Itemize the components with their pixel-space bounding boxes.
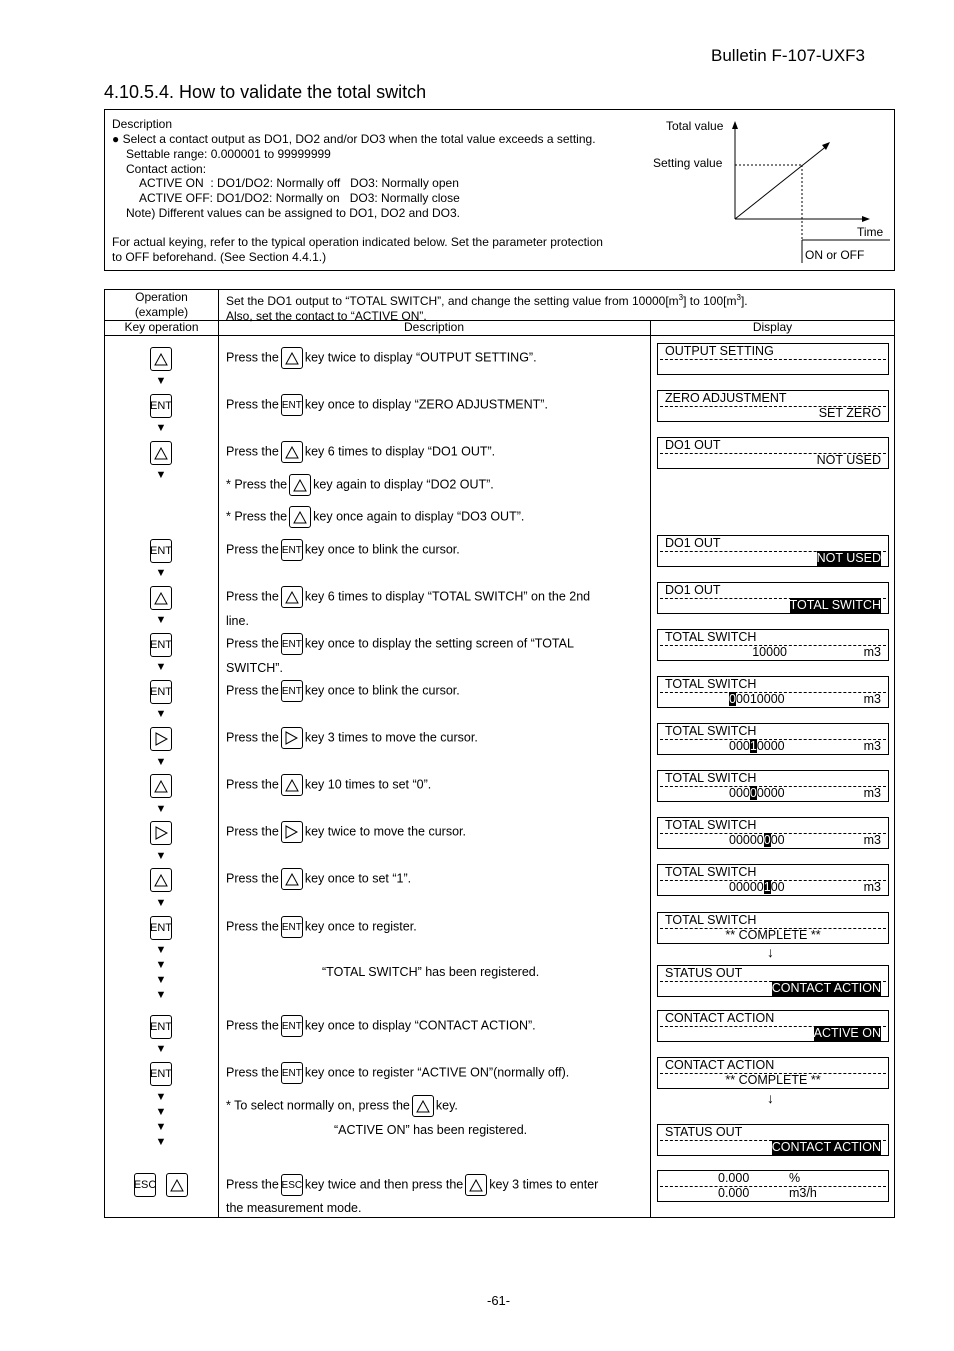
down-arrow-icon: ▼ (155, 959, 167, 971)
lcd-display: TOTAL SWITCH 00000000 m3 (657, 770, 889, 802)
operation-text: Set the DO1 output to “TOTAL SWITCH”, and change the setting value from $10000[m^3]$ to $100[m^3]$. Also, set the contact to “ACTIVE ON”. (226, 293, 748, 323)
down-arrow-icon: ▼ (155, 567, 167, 579)
lcd-display: TOTAL SWITCH 00010000 m3 (657, 723, 889, 755)
step-description: * To select normally on, press the key. (226, 1095, 458, 1117)
ent-key[interactable]: ENT (150, 680, 172, 704)
right-key[interactable] (150, 821, 172, 845)
section-title: 4.10.5.4. How to validate the total switch (104, 82, 427, 102)
step-description: Press the key 6 times to display “DO1 OUT”. (226, 441, 495, 463)
up-key-icon (281, 774, 303, 796)
ent-key[interactable]: ENT (150, 633, 172, 657)
step-description: Press the key 3 times to move the cursor. (226, 727, 478, 749)
ent-key[interactable]: ENT (150, 916, 172, 940)
step-description: Press the key 6 times to display “TOTAL SWITCH” on the 2nd (226, 586, 590, 608)
note-line: Note) Different values can be assigned to DO1, DO2 and DO3. (126, 206, 460, 220)
step-description: Press the key once to set “1”. (226, 868, 411, 890)
col-key-operation: Key operation (124, 320, 199, 334)
down-arrow: ↓ (767, 1090, 774, 1106)
graph-y-label: Total value (666, 119, 724, 133)
graph-setting-label: Setting value (653, 156, 723, 170)
right-key-icon (281, 821, 303, 843)
up-key-icon (281, 586, 303, 608)
up-key[interactable] (150, 586, 172, 610)
col-description: Description (403, 320, 465, 334)
step-description: “ACTIVE ON” has been registered. (334, 1123, 528, 1137)
step-description: Press the ENT key once to display “ZERO ADJUSTMENT”. (226, 394, 548, 416)
ent-key[interactable]: ENT (150, 539, 172, 563)
esc-key-icon: ESC (281, 1174, 303, 1196)
lcd-display: ZERO ADJUSTMENT SET ZERO (657, 390, 889, 422)
step-description: SWITCH”. (226, 661, 283, 675)
active-on-line: ACTIVE ON : DO1/DO2: Normally off DO3: Normally open (139, 176, 459, 190)
operation-label: Operation (example) (134, 290, 189, 319)
down-arrow-icon: ▼ (155, 974, 167, 986)
lcd-display: DO1 OUT TOTAL SWITCH (657, 582, 889, 614)
active-off-line: ACTIVE OFF: DO1/DO2: Normally on DO3: Normally close (139, 191, 460, 205)
up-key[interactable] (150, 868, 172, 892)
description-heading: Description (112, 117, 173, 131)
lcd-display: 0.000 % 0.000 m3/h (657, 1170, 889, 1202)
lcd-display: TOTAL SWITCH 00000100 m3 (657, 864, 889, 896)
step-description: Press the ENT key once to register. (226, 916, 417, 938)
down-arrow-icon: ▼ (155, 422, 167, 434)
step-description: Press the key twice to move the cursor. (226, 821, 466, 843)
step-description: Press the ENT key once to display the setting screen of “TOTAL (226, 633, 574, 655)
step-description: * Press the key once again to display “DO3 OUT”. (226, 506, 524, 528)
down-arrow-icon: ▼ (155, 989, 167, 1001)
down-arrow-icon: ▼ (155, 469, 167, 481)
lcd-display: TOTAL SWITCH 10000 m3 (657, 629, 889, 661)
up-key[interactable] (150, 347, 172, 371)
lcd-display: TOTAL SWITCH ** COMPLETE ** (657, 912, 889, 944)
col-display: Display (752, 320, 793, 334)
bullet-line: ● Select a contact output as DO1, DO2 and/or DO3 when the total value exceeds a setting. (112, 132, 596, 146)
down-arrow-icon: ▼ (155, 708, 167, 720)
down-arrow-icon: ▼ (155, 897, 167, 909)
up-key[interactable] (150, 441, 172, 465)
down-arrow-icon: ▼ (155, 1136, 167, 1148)
up-key-icon (281, 347, 303, 369)
down-arrow-icon: ▼ (155, 803, 167, 815)
lcd-display: TOTAL SWITCH 00010000 m3 (657, 676, 889, 708)
ent-key-icon: ENT (281, 394, 303, 416)
up-key-icon (289, 474, 311, 496)
settable-range: Settable range: 0.000001 to 99999999 (126, 147, 331, 161)
down-arrow-icon: ▼ (155, 1043, 167, 1055)
up-key-icon (281, 868, 303, 890)
ent-key-icon: ENT (281, 1015, 303, 1037)
step-description: “TOTAL SWITCH” has been registered. (322, 965, 540, 979)
down-arrow-icon: ▼ (155, 375, 167, 387)
lcd-display: OUTPUT SETTING (657, 343, 889, 375)
step-description: Press the key 10 times to set “0”. (226, 774, 431, 796)
down-arrow-icon: ▼ (155, 756, 167, 768)
esc-key[interactable]: ESC (134, 1173, 156, 1197)
description-box (104, 109, 895, 271)
ent-key-icon: ENT (281, 1062, 303, 1084)
up-key-icon (289, 506, 311, 528)
lcd-display: CONTACT ACTION ** COMPLETE ** (657, 1057, 889, 1089)
ent-key[interactable]: ENT (150, 1062, 172, 1086)
page-number: -61- (487, 1293, 511, 1308)
ent-key-icon: ENT (281, 680, 303, 702)
keying-line-2: to OFF beforehand. (See Section 4.4.1.) (112, 250, 327, 264)
down-arrow-icon: ▼ (155, 1106, 167, 1118)
ent-key-icon: ENT (281, 633, 303, 655)
up-key-icon (281, 441, 303, 463)
step-description: Press the ENT key once to register “ACTIVE ON”(normally off). (226, 1062, 569, 1084)
lcd-display: STATUS OUT CONTACT ACTION (657, 965, 889, 997)
down-arrow-icon: ▼ (155, 661, 167, 673)
down-arrow-icon: ▼ (155, 1121, 167, 1133)
step-description: Press the ENT key once to blink the cursor. (226, 539, 460, 561)
step-description: Press the ENT key once to display “CONTACT ACTION”. (226, 1015, 536, 1037)
ent-key-icon: ENT (281, 916, 303, 938)
lcd-display: TOTAL SWITCH 00000000 m3 (657, 817, 889, 849)
graph-x-label: Time (857, 225, 884, 239)
total-switch-graph (725, 118, 895, 268)
step-description: the measurement mode. (226, 1201, 362, 1215)
lcd-display: DO1 OUT NOT USED (657, 437, 889, 469)
bulletin-number: Bulletin F-107-UXF3 (711, 46, 866, 65)
step-description: Press the ENT key once to blink the cursor. (226, 680, 460, 702)
lcd-display: STATUS OUT CONTACT ACTION (657, 1124, 889, 1156)
down-arrow: ↓ (767, 944, 774, 960)
step-description: * Press the key again to display “DO2 OUT”. (226, 474, 494, 496)
contact-action-label: Contact action: (126, 162, 207, 176)
right-key[interactable] (150, 727, 172, 751)
down-arrow-icon: ▼ (155, 1091, 167, 1103)
right-key-icon (281, 727, 303, 749)
lcd-display: CONTACT ACTION ACTIVE ON (657, 1010, 889, 1042)
step-description: Press the ESC key twice and then press the key 3 times to enter (226, 1174, 598, 1196)
lcd-display: DO1 OUT NOT USED (657, 535, 889, 567)
keying-line-1: For actual keying, refer to the typical operation indicated below. Set the parameter protection (112, 235, 603, 249)
step-description: line. (226, 614, 249, 628)
up-key[interactable] (166, 1173, 188, 1197)
down-arrow-icon: ▼ (155, 614, 167, 626)
up-key-icon (412, 1095, 434, 1117)
down-arrow-icon: ▼ (155, 944, 167, 956)
ent-key-icon: ENT (281, 539, 303, 561)
up-key-icon (465, 1174, 487, 1196)
ent-key[interactable]: ENT (150, 394, 172, 418)
up-key[interactable] (150, 774, 172, 798)
down-arrow-icon: ▼ (155, 850, 167, 862)
step-description: Press the key twice to display “OUTPUT SETTING”. (226, 347, 537, 369)
graph-onoff-label: ON or OFF (805, 248, 865, 262)
ent-key[interactable]: ENT (150, 1015, 172, 1039)
